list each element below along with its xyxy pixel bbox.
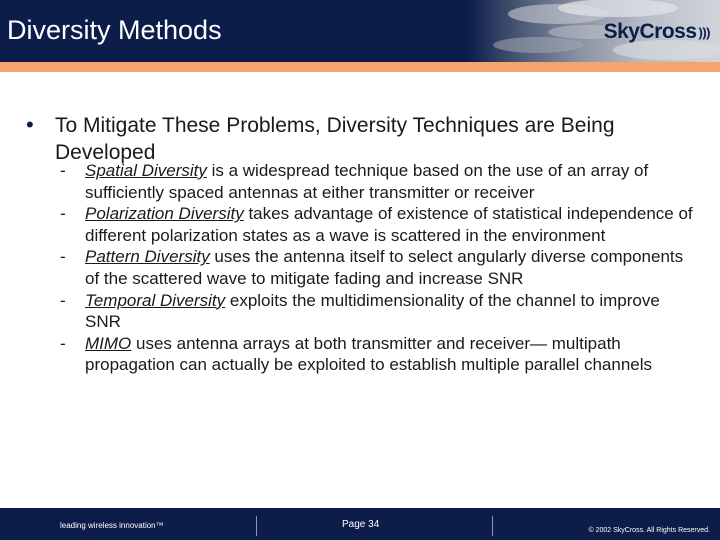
sub-bullet-item xyxy=(60,333,700,376)
header-sky-photo xyxy=(468,0,720,62)
footer-tagline: leading wireless innovation™ xyxy=(60,521,164,530)
slide-title: Diversity Methods xyxy=(7,15,222,45)
main-bullet-text: To Mitigate These Problems, Diversity Techniques are Being Developed xyxy=(55,114,615,164)
term-spatial-diversity: Spatial Diversity xyxy=(85,161,207,180)
sub-bullet-item xyxy=(60,246,700,289)
title-bar xyxy=(0,0,720,62)
sub-bullet-list xyxy=(60,160,700,376)
sub-bullet-item xyxy=(60,203,700,246)
page-number: Page 34 xyxy=(342,519,380,530)
term-pattern-diversity: Pattern Diversity xyxy=(85,247,210,267)
dash-icon: - xyxy=(60,204,66,224)
footer-divider xyxy=(256,516,257,536)
sub-bullet-text: takes advantage of existence of statistical independence of different polarization states as a wave is scattered in the environment xyxy=(85,204,693,245)
dash-icon: - xyxy=(60,333,66,353)
sub-bullet-item xyxy=(60,290,700,333)
sub-bullet-text: uses the antenna itself to select angularly diverse components of the scattered wave to mitigate fading and increase SNR xyxy=(85,247,684,288)
dash-icon: - xyxy=(60,290,66,310)
sub-bullet-text: is a widespread technique based on the use of an array of sufficiently spaced antennas at either transmitter or receiver xyxy=(85,161,649,202)
accent-bar xyxy=(0,62,720,72)
sub-bullet-text: uses antenna arrays at both transmitter and receiver— multipath propagation can actually be exploited to establish multiple parallel channels xyxy=(85,333,653,375)
dash-icon: - xyxy=(60,247,66,267)
term-mimo: MIMO xyxy=(85,333,132,353)
sub-bullet-text: exploits the multidimensionality of the channel to improve SNR xyxy=(85,290,660,332)
dash-icon: - xyxy=(60,161,66,180)
term-polarization-diversity: Polarization Diversity xyxy=(85,204,244,224)
footer-divider xyxy=(492,516,493,536)
logo-text: SkyCross xyxy=(603,20,697,43)
term-temporal-diversity: Temporal Diversity xyxy=(85,290,226,310)
bullet-icon: • xyxy=(26,112,34,137)
sub-bullet-item xyxy=(60,160,700,203)
copyright-notice: © 2002 SkyCross. All Rights Reserved. xyxy=(588,527,710,534)
skycross-logo xyxy=(604,20,710,44)
signal-waves-icon: ))) xyxy=(698,24,710,40)
